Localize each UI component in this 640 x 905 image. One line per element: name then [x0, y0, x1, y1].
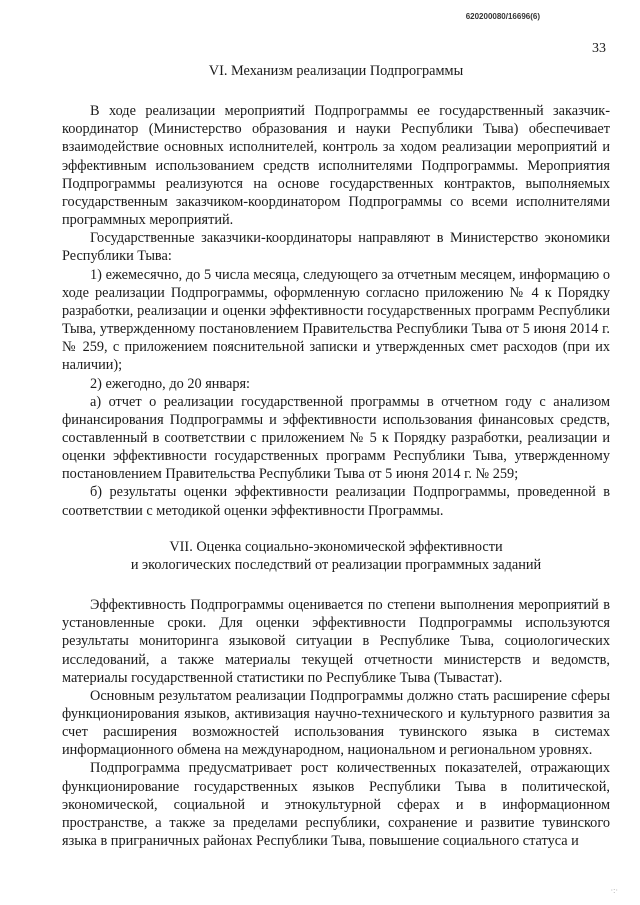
section-7-heading-line: VII. Оценка социально-экономической эффективности: [169, 538, 503, 555]
section-7-heading: [62, 538, 610, 574]
paragraph: В ходе реализации мероприятий Подпрограммы ее государственный заказчик-координатор (Министерство образования и науки Республики Тыва) обеспечивает взаимодействие основных исполнителей, контроль за ходом реализации мероприятий и эффективным использованием средств исполнителями Подпрограммы. Мероприятия Подпрограммы реализуются на основе государственных контрактов, выполняемых государственным заказчиком-координатором Подпрограммы со всеми исполнителями программных мероприятий.: [62, 103, 610, 229]
list-item: а) отчет о реализации государственной программы в отчетном году с анализом финансирования Подпрограммы и эффективности использования финансовых средств, составленный в соответствии с приложением № 5 к Порядку разработки, реализации и оценки эффективности государственных программ Республики Тыва, утвержденному постановлением Правительства Республики Тыва от 5 июня 2014 г. № 259;: [62, 393, 610, 483]
paragraph: Подпрограмма предусматривает рост количественных показателей, отражающих функционирование государственных языков Республики Тыва в политической, экономической, социальной и этнокультурной сферах и в информационном пространстве, а также за пределами республики, сохранение и развитие тувинского языка в приграничных районах Республики Тыва, повышение социального статуса и: [62, 760, 610, 850]
section-7-heading-line: и экологических последствий от реализации программных заданий: [130, 556, 542, 573]
document-code: 620200080/16696(6): [465, 12, 540, 21]
paragraph: Эффективность Подпрограммы оценивается по степени выполнения мероприятий в установленные сроки. Для оценки эффективности Подпрограммы используются результаты мониторинга языковой ситуации в Республике Тыва, социологических исследований, а также материалы текущей отчетности министерств и ведомств, материалы государственной статистики по Республике Тыва (Тывастат).: [62, 597, 610, 686]
list-item: 2) ежегодно, до 20 января:: [90, 375, 251, 392]
section-6-heading: VI. Механизм реализации Подпрограммы: [208, 63, 464, 79]
page-number: 33: [592, 41, 606, 56]
list-item: 1) ежемесячно, до 5 числа месяца, следующего за отчетным месяцем, информацию о ходе реализации Подпрограммы, оформленную согласно приложению № 4 к Порядку разработки, реализации и оценки эффективности государственных программ Республики Тыва, утвержденному постановлением Правительства Республики Тыва от 5 июня 2014 г. № 259, с приложением пояснительной записки и утвержденных смет расходов (при их наличии);: [62, 266, 610, 374]
paragraph: Основным результатом реализации Подпрограммы должно стать расширение сферы функционирования языков, активизация научно-технического и культурного развития за счет расширения возможностей использования тувинского языка в системах информационного обмена на международном, национальном и региональном уровнях.: [62, 687, 610, 759]
scan-artifact-icon: ·:·: [610, 886, 618, 895]
document-body: [62, 62, 610, 850]
list-item: б) результаты оценки эффективности реализации Подпрограммы, проведенной в соответствии с методикой оценки эффективности Программы.: [62, 484, 610, 519]
paragraph: Государственные заказчики-координаторы направляют в Министерство экономики Республики Тыва:: [62, 230, 610, 265]
